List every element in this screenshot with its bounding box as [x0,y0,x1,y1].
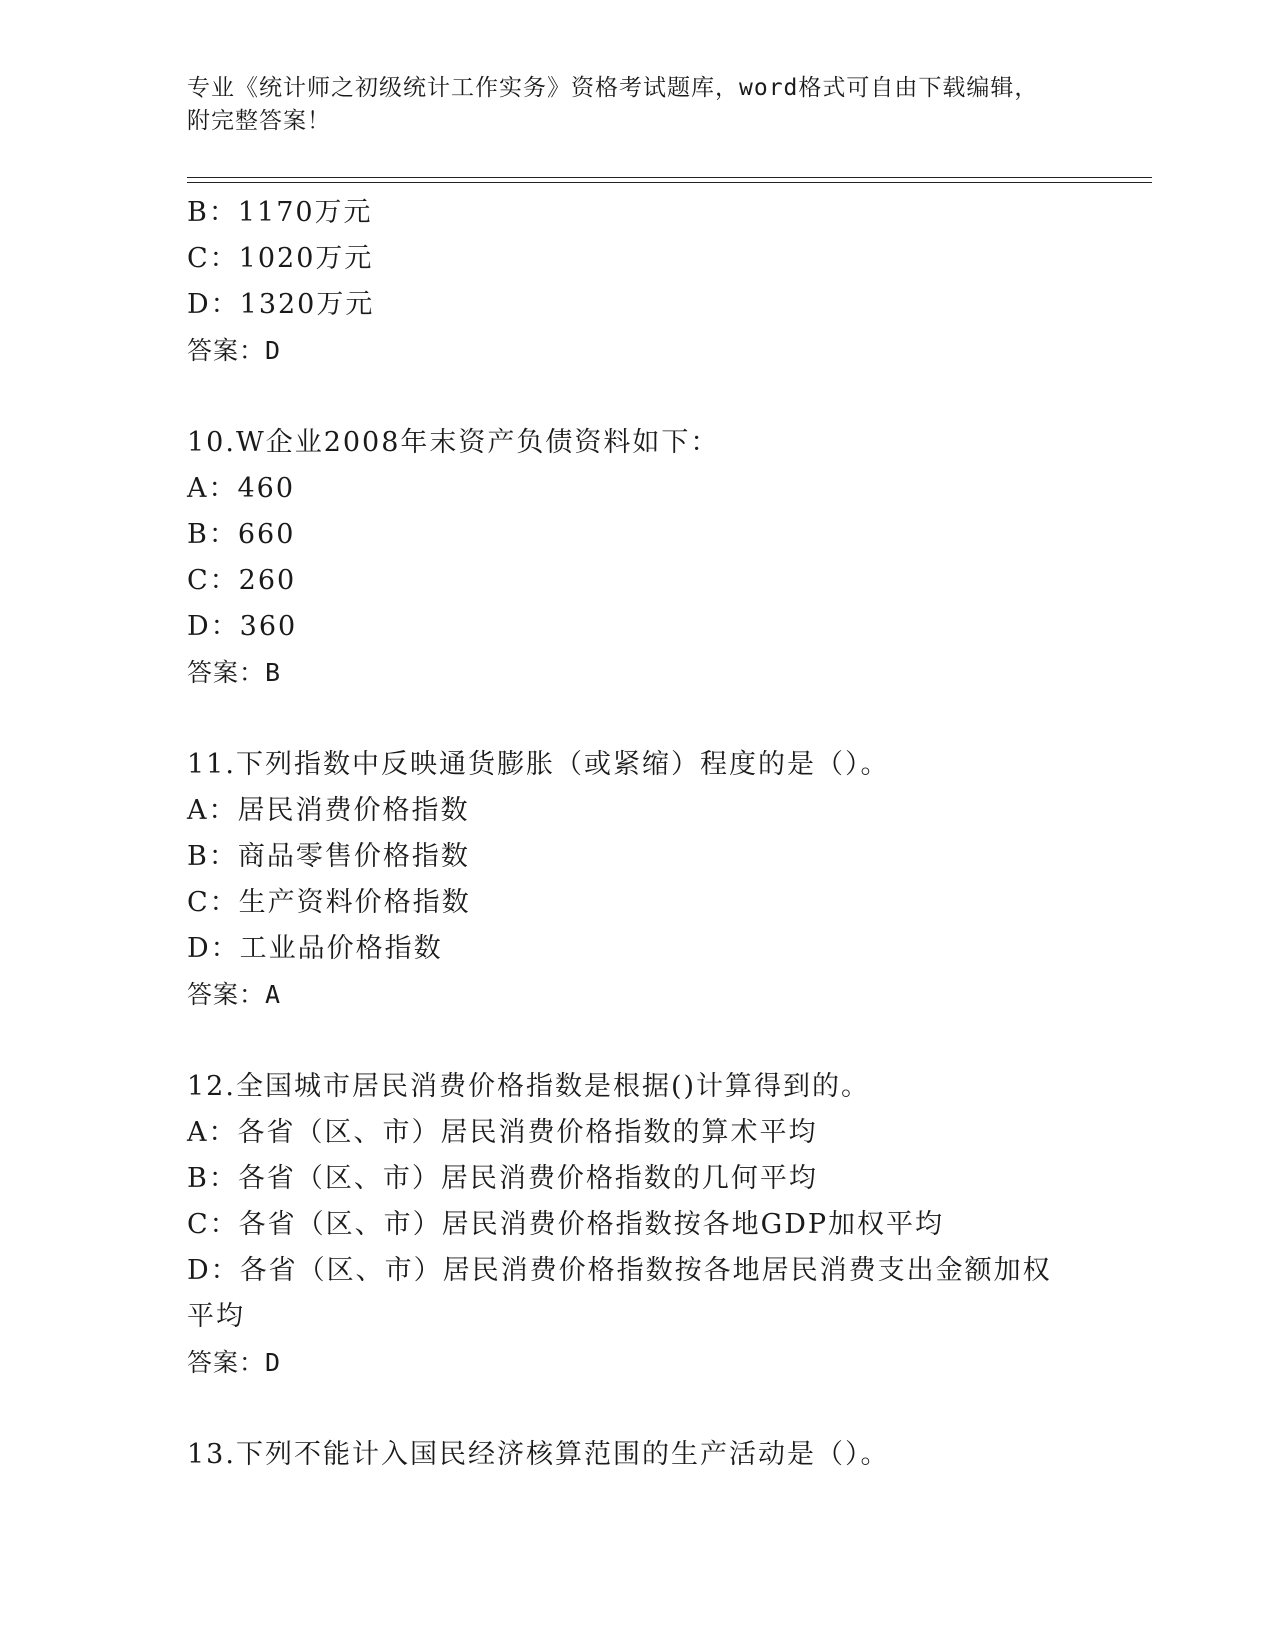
q12-answer: 答案：D [187,1348,282,1377]
q12-stem: 12.全国城市居民消费价格指数是根据()计算得到的。 [187,1071,871,1102]
q11-option-d: D：工业品价格指数 [187,933,443,964]
spacer [187,696,1107,742]
q10-option-c: C：260 [187,565,297,596]
header-line-1: 专业《统计师之初级统计工作实务》资格考试题库，word格式可自由下载编辑， [187,75,1039,101]
question-12 [187,1064,1107,1386]
q11-option-a: A：居民消费价格指数 [187,795,470,826]
q10-option-b: B：660 [187,519,296,550]
q12-option-d: D：各省（区、市）居民消费价格指数按各地居民消费支出金额加权平均 [187,1255,1052,1332]
q10-option-a: A：460 [187,473,296,504]
q11-answer: 答案：A [187,980,282,1009]
q9-option-d: D：1320万元 [187,289,375,320]
document-header [187,72,1067,138]
q10-stem: 10.W企业2008年末资产负债资料如下： [187,427,720,458]
question-11 [187,742,1107,1018]
header-line-2: 附完整答案！ [187,108,331,134]
q11-option-b: B：商品零售价格指数 [187,841,470,872]
q12-option-a: A：各省（区、市）居民消费价格指数的算术平均 [187,1117,818,1148]
q11-option-c: C：生产资料价格指数 [187,887,471,918]
q9-option-c: C：1020万元 [187,243,374,274]
spacer [187,1386,1107,1432]
q12-option-c: C：各省（区、市）居民消费价格指数按各地GDP加权平均 [187,1209,945,1240]
q12-option-b: B：各省（区、市）居民消费价格指数的几何平均 [187,1163,818,1194]
question-list [187,190,1107,1478]
q10-option-d: D：360 [187,611,298,642]
spacer [187,374,1107,420]
spacer [187,1018,1107,1064]
q13-stem: 13.下列不能计入国民经济核算范围的生产活动是（）。 [187,1439,890,1470]
q11-stem: 11.下列指数中反映通货膨胀（或紧缩）程度的是（）。 [187,749,890,780]
header-divider-bottom [187,182,1152,183]
q9-answer: 答案：D [187,336,282,365]
question-13 [187,1432,1107,1478]
question-9-tail [187,190,1107,374]
question-10 [187,420,1107,696]
q10-answer: 答案：B [187,658,282,687]
header-divider-top [187,177,1152,178]
q9-option-b: B：1170万元 [187,197,373,228]
